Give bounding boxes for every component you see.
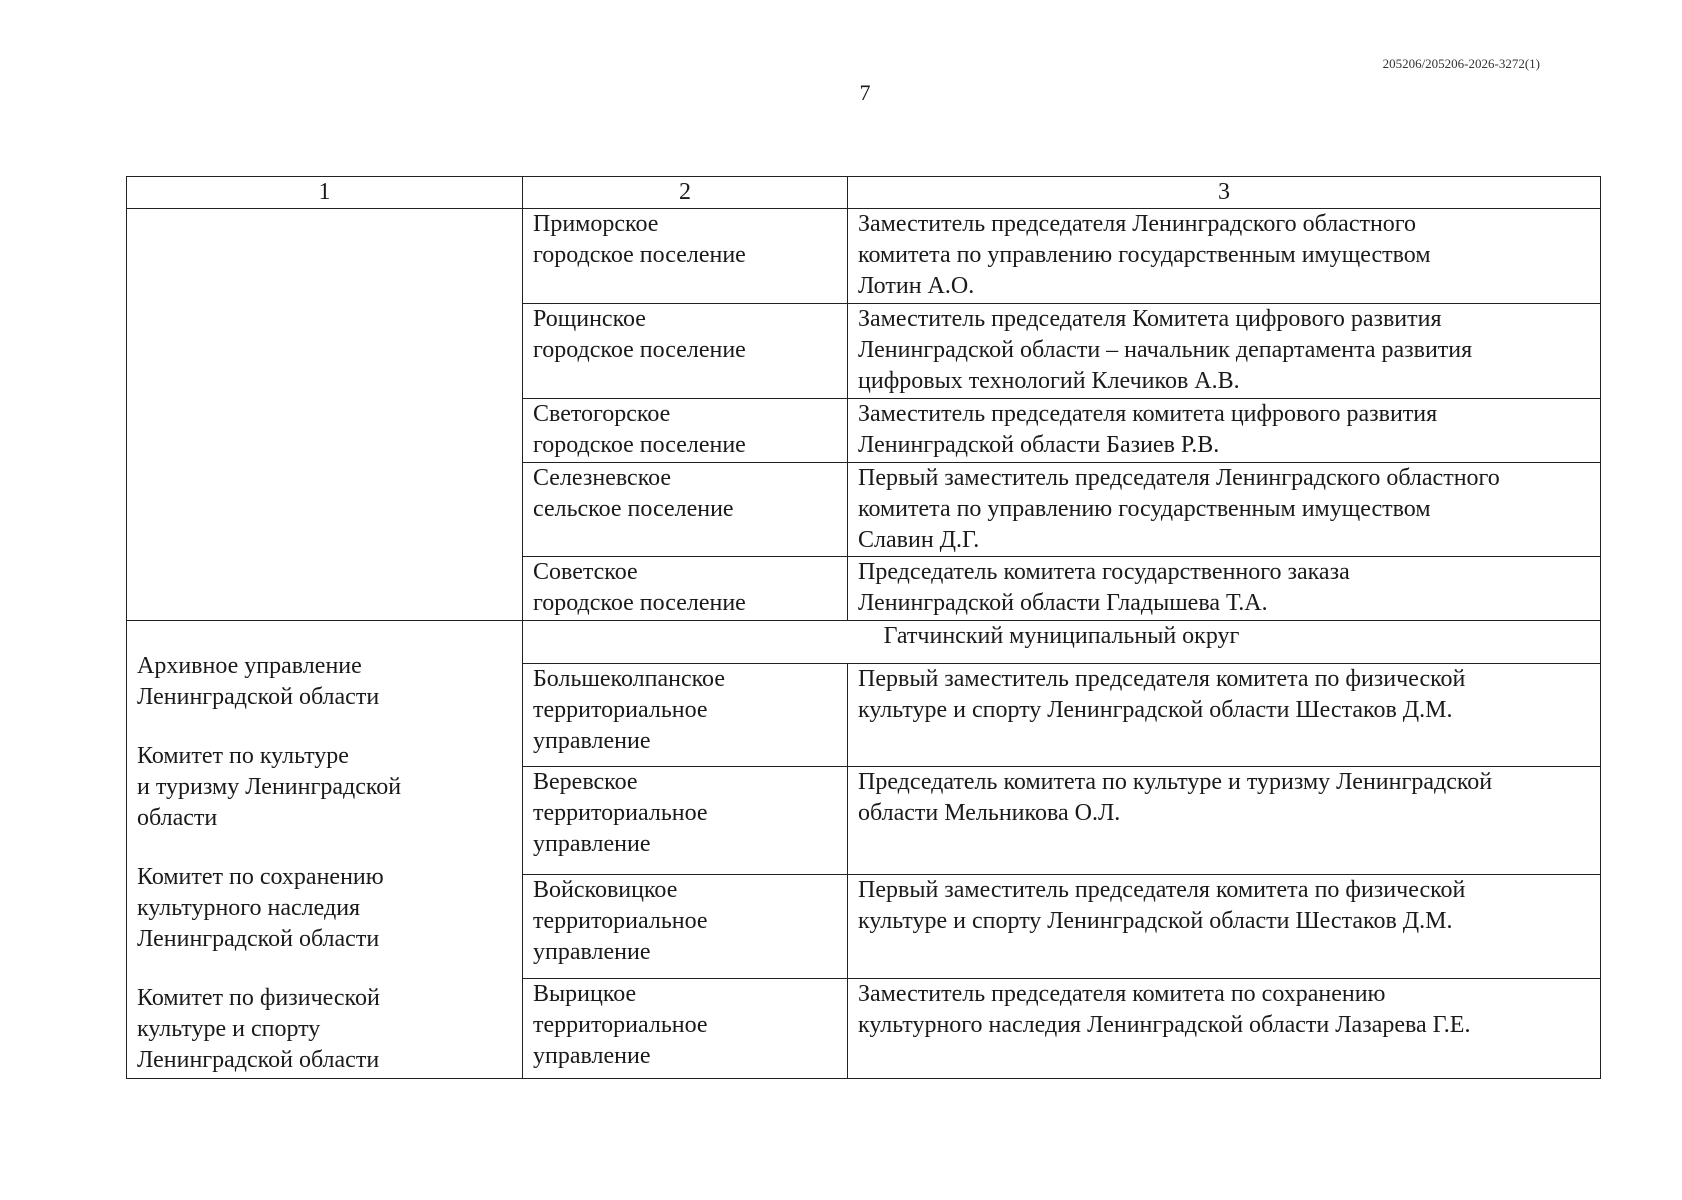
settlement-text: территориальное [533,1012,708,1038]
responsible-cell [848,875,1601,979]
settlement-text: территориальное [533,908,708,934]
responsible-text: комитета по управлению государственным имуществом [858,242,1431,268]
page-number: 7 [859,80,871,105]
responsible-cell [848,664,1601,767]
settlement-text: Селезневское [533,465,672,491]
organization-text: и туризму Ленинградской [137,774,402,800]
responsible-cell [848,463,1601,557]
responsible-text: Заместитель председателя Ленинградского областного [858,211,1417,237]
settlement-text: Советское [533,559,638,585]
settlement-text: городское поселение [533,432,746,458]
settlement-cell [523,463,848,557]
responsible-text: Первый заместитель председателя Ленинградского областного [858,465,1500,491]
organization-text: культурного наследия [137,895,361,921]
organization-text: Комитет по сохранению [137,864,384,890]
responsible-text: Председатель комитета по культуре и туризму Ленинградской [858,769,1493,795]
responsible-text: Лотин А.О. [858,273,975,299]
settlement-cell [523,979,848,1079]
organization-text: Комитет по культуре [137,743,349,769]
responsible-cell [848,304,1601,399]
column-header-2: 2 [523,177,848,209]
organization-text: Ленинградской области [137,926,380,952]
settlement-text: Войсковицкое [533,877,678,903]
settlement-text: городское поселение [533,590,746,616]
responsible-text: Ленинградской области Базиев Р.В. [858,432,1220,458]
settlement-text: Вырицкое [533,981,637,1007]
organization-text: культуре и спорту [137,1016,321,1042]
responsible-text: области Мельникова О.Л. [858,800,1121,826]
settlement-text: городское поселение [533,242,746,268]
settlement-text: управление [533,939,651,965]
settlement-text: управление [533,728,651,754]
responsible-cell [848,767,1601,875]
settlement-text: территориальное [533,800,708,826]
settlement-text: управление [533,1043,651,1069]
responsible-text: культуре и спорту Ленинградской области Шестаков Д.М. [858,908,1453,934]
settlement-cell [523,767,848,875]
settlement-text: Рощинское [533,306,646,332]
document-id: 205206/205206-2026-3272(1) [1382,56,1540,71]
settlement-cell [523,209,848,304]
responsible-text: Первый заместитель председателя комитета по физической [858,877,1466,903]
responsible-text: культурного наследия Ленинградской области Лазарева Г.Е. [858,1012,1471,1038]
table-row [127,209,1601,304]
organization-text: Ленинградской области [137,684,380,710]
organization-cell-empty [127,209,523,621]
settlement-cell [523,664,848,767]
organization-entry [137,983,512,1076]
settlement-cell [523,304,848,399]
district-heading: Гатчинский муниципальный округ [523,621,1601,664]
settlement-text: городское поселение [533,337,746,363]
responsibility-table [126,176,1601,1079]
organization-text: области [137,805,218,831]
organization-entry [137,862,512,955]
responsible-text: Первый заместитель председателя комитета по физической [858,666,1466,692]
responsible-text: Ленинградской области – начальник департамента развития [858,337,1473,363]
settlement-text: управление [533,831,651,857]
settlement-cell [523,875,848,979]
organization-text: Ленинградской области [137,1047,380,1073]
settlement-cell [523,557,848,621]
column-header-1: 1 [127,177,523,209]
responsible-cell [848,557,1601,621]
settlement-cell [523,399,848,463]
responsible-text: Заместитель председателя комитета цифрового развития [858,401,1438,427]
settlement-text: Приморское [533,211,659,237]
responsible-text: комитета по управлению государственным имуществом [858,496,1431,522]
district-row [127,621,1601,664]
organization-entry [137,651,512,713]
responsible-text: Заместитель председателя комитета по сохранению [858,981,1386,1007]
settlement-text: Светогорское [533,401,671,427]
organization-text: Архивное управление [137,653,362,679]
settlement-text: Веревское [533,769,638,795]
responsible-cell [848,399,1601,463]
settlement-text: сельское поселение [533,496,734,522]
responsible-cell [848,209,1601,304]
header-row [127,177,1601,209]
responsible-cell [848,979,1601,1079]
responsible-text: цифровых технологий Клечиков А.В. [858,368,1240,394]
responsible-text: культуре и спорту Ленинградской области Шестаков Д.М. [858,697,1453,723]
settlement-text: территориальное [533,697,708,723]
column-header-3: 3 [848,177,1601,209]
responsible-text: Славин Д.Г. [858,527,980,553]
organizations-cell [127,621,523,1079]
settlement-text: Большеколпанское [533,666,725,692]
organization-entry [137,741,512,834]
responsible-text: Ленинградской области Гладышева Т.А. [858,590,1268,616]
responsible-text: Председатель комитета государственного заказа [858,559,1350,585]
responsible-text: Заместитель председателя Комитета цифрового развития [858,306,1442,332]
organization-text: Комитет по физической [137,985,380,1011]
